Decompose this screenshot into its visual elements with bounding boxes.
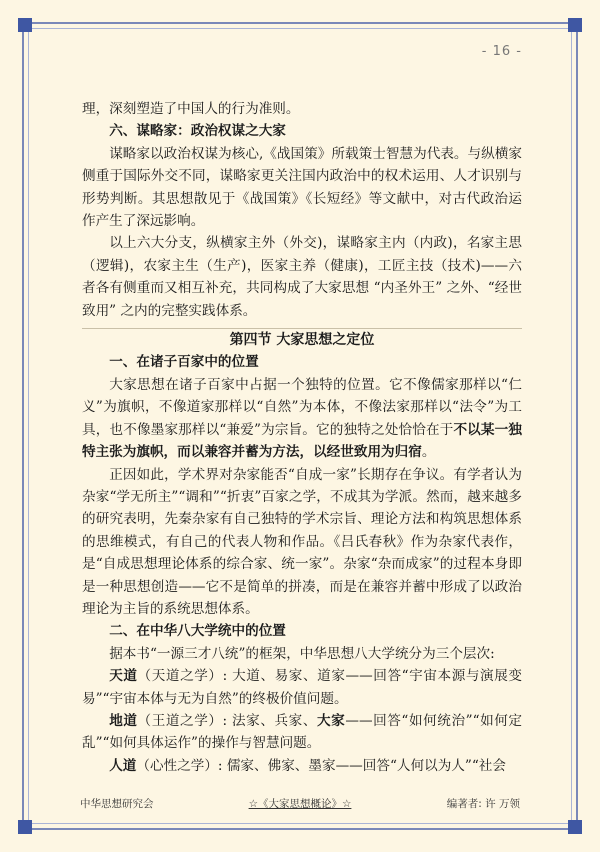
term-label: 人道 (109, 757, 137, 774)
text-run: 。 (421, 444, 436, 461)
body-text (82, 98, 522, 777)
subheading: 一、在诸子百家中的位置 (109, 354, 259, 371)
paragraph: 谋略家以政治权谋为核心,《战国策》所载策士智慧为代表。与纵横家侧重于国际外交不同，谋略家更关注国内政治中的权术运用、人才识别与形势判断。其思想散见于《战国策》《长短经》等文献中，对古代政治运作产生了深远影响。 (82, 145, 522, 230)
paragraph: 正因如此，学术界对杂家能否“自成一家”长期存在争议。有学者认为杂家“学无所主”“调和”“折衷”百家之学，不成其为学派。然而，越来越多的研究表明，先秦杂家有自己独特的学术宗旨、理论方法和构筑思想体系的思维模式，有自己的代表人物和作品。《吕氏春秋》作为杂家代表作，是“自成思想理论体系的综合家、统一家”。杂家“杂而成家”的过程本身即是一种思想创造——它不是简单的拼凑，而是在兼容并蓄中形成了以政治理论为主旨的系统思想体系。 (82, 466, 522, 617)
corner-ornament (18, 18, 32, 32)
term-label: 天道 (109, 668, 138, 685)
paragraph (82, 710, 522, 755)
footer-book-title: ☆《大家思想概论》☆ (248, 798, 352, 810)
paragraph (82, 755, 522, 777)
footer-author: 编著者: 许 万领 (446, 798, 520, 810)
text-run: 大家思想在诸子百家中占据一个独特的位置。它不像儒家那样以“仁义”为旗帜，不像道家那样以“自然”为本体，不像法家那样以“法令”为工具，也不像墨家那样以“兼爱”为宗旨。它的独特之处恰恰在于 (82, 376, 522, 438)
text-run: （王道之学）: 法家、兵家、 (137, 712, 317, 729)
paragraph (82, 374, 522, 464)
text-run: （天道之学）: 大道、易家、道家——回答“宇宙本源与演展变易”“宇宙本体与无为自然”的终极价值问题。 (82, 668, 522, 707)
subheading: 二、在中华八大学统中的位置 (109, 623, 286, 640)
footer-publisher: 中华思想研究会 (80, 798, 154, 810)
emphasis-text: 大家 (317, 712, 346, 729)
paragraph (82, 665, 522, 710)
subheading: 六、谋略家：政治权谋之大家 (109, 123, 286, 140)
term-label: 地道 (109, 712, 138, 729)
paragraph: 以上六大分支，纵横家主外（外交)，谋略家主内（内政)，名家主思（逻辑)，农家主生（生产)，医家主养（健康)，工匠主技（技术)——六者各有侧重而又相互补充，共同构成了大家思想 “内圣外王” 之外、“经世致用” 之内的完整实践体系。 (82, 235, 522, 319)
paragraph: 据本书“一源三才八统”的框架，中华思想八大学统分为三个层次: (109, 645, 495, 662)
corner-ornament (18, 820, 32, 834)
text-run: ——回答“如何统治”“如何定乱”“如何具体运作”的操作与智慧问题。 (82, 712, 523, 752)
corner-ornament (568, 820, 582, 834)
emphasis-text: 不以某一独特主张为旗帜，而以兼容并蓄为方法，以经世致用为归宿 (82, 421, 522, 461)
section-title: 第四节 大家思想之定位 (229, 332, 375, 349)
text-run: （心性之学）: 儒家、佛家、墨家——回答“人何以为人”“社会 (136, 757, 506, 774)
page-number: - 16 - (481, 44, 522, 59)
paragraph: 理，深刻塑造了中国人的行为准则。 (82, 101, 300, 117)
corner-ornament (568, 18, 582, 32)
